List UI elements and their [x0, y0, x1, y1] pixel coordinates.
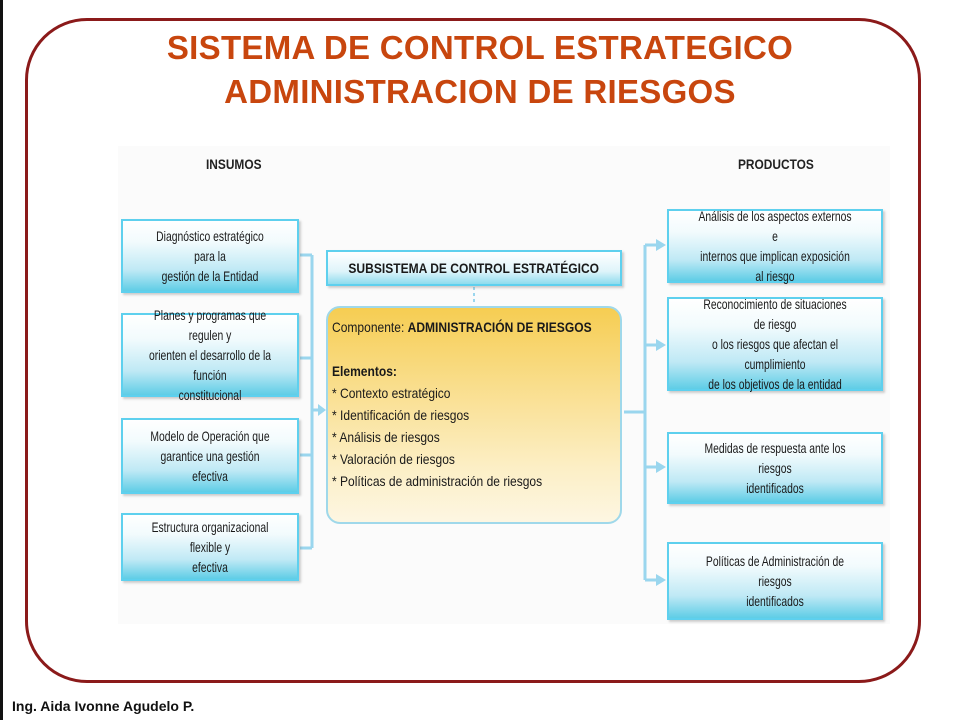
input-3-line-1: Modelo de Operación que — [150, 428, 270, 444]
output-3-line-1: Medidas de respuesta ante los riesgos — [704, 440, 846, 476]
arrow-output-1 — [656, 239, 666, 251]
arrow-output-4 — [656, 574, 666, 586]
output-2-line-3: de los objetivos de la entidad — [708, 376, 842, 392]
page-title-line-1: SISTEMA DE CONTROL ESTRATEGICO — [166, 29, 794, 66]
input-4-line-1: Estructura organizacional flexible y — [151, 519, 269, 555]
element-item: * Políticas de administración de riesgos — [332, 473, 543, 489]
output-box-response-measures — [667, 432, 883, 504]
output-4-line-2: identificados — [746, 593, 804, 609]
inputs-heading: INSUMOS — [206, 156, 262, 172]
page-title-line-2: ADMINISTRACION DE RIESGOS — [224, 73, 736, 110]
arrow-to-component — [318, 404, 326, 416]
outputs-heading: PRODUCTOS — [738, 156, 814, 172]
input-box-diagnostic — [121, 219, 299, 293]
component-header — [332, 316, 616, 338]
input-4-line-2: efectiva — [192, 559, 228, 575]
input-2-line-1: Planes y programas que regulen y — [153, 307, 267, 343]
input-box-plans — [121, 307, 299, 403]
output-3-line-2: identificados — [746, 480, 804, 496]
element-item: * Valoración de riesgos — [332, 451, 455, 467]
output-2-line-1: Reconocimiento de situaciones de riesgo — [703, 296, 847, 332]
element-item: * Contexto estratégico — [332, 385, 451, 401]
input-1-line-2: gestión de la Entidad — [161, 268, 259, 284]
input-box-operation-model — [121, 418, 299, 494]
input-3-line-2: garantice una gestión efectiva — [160, 448, 260, 484]
output-1-line-2: internos que implican exposición al riesgo — [700, 248, 850, 284]
component-box — [326, 306, 622, 524]
arrow-output-2 — [656, 339, 666, 351]
output-box-analysis — [667, 209, 883, 283]
input-box-structure — [121, 513, 299, 581]
output-1-line-1: Análisis de los aspectos externos e — [698, 208, 852, 244]
subsystem-title: SUBSISTEMA DE CONTROL ESTRATÉGICO — [348, 260, 600, 276]
elements-heading: Elementos: — [332, 363, 397, 379]
input-1-line-1: Diagnóstico estratégico para la — [156, 228, 264, 264]
output-box-policies — [667, 542, 883, 620]
component-label: Componente: — [332, 319, 408, 335]
output-box-recognition — [667, 297, 883, 391]
element-item: * Identificación de riesgos — [332, 407, 470, 423]
author-credit: Ing. Aida Ivonne Agudelo P. — [12, 698, 195, 714]
input-2-line-3: constitucional — [178, 387, 242, 403]
element-item: * Análisis de riesgos — [332, 429, 440, 445]
subsystem-title-box — [326, 250, 622, 286]
arrow-output-3 — [656, 461, 666, 473]
output-4-line-1: Políticas de Administración de riesgos — [705, 553, 845, 589]
output-2-line-2: o los riesgos que afectan el cumplimiento — [711, 336, 839, 372]
component-name: ADMINISTRACIÓN DE RIESGOS — [407, 319, 592, 335]
input-2-line-2: orienten el desarrollo de la función — [148, 347, 272, 383]
